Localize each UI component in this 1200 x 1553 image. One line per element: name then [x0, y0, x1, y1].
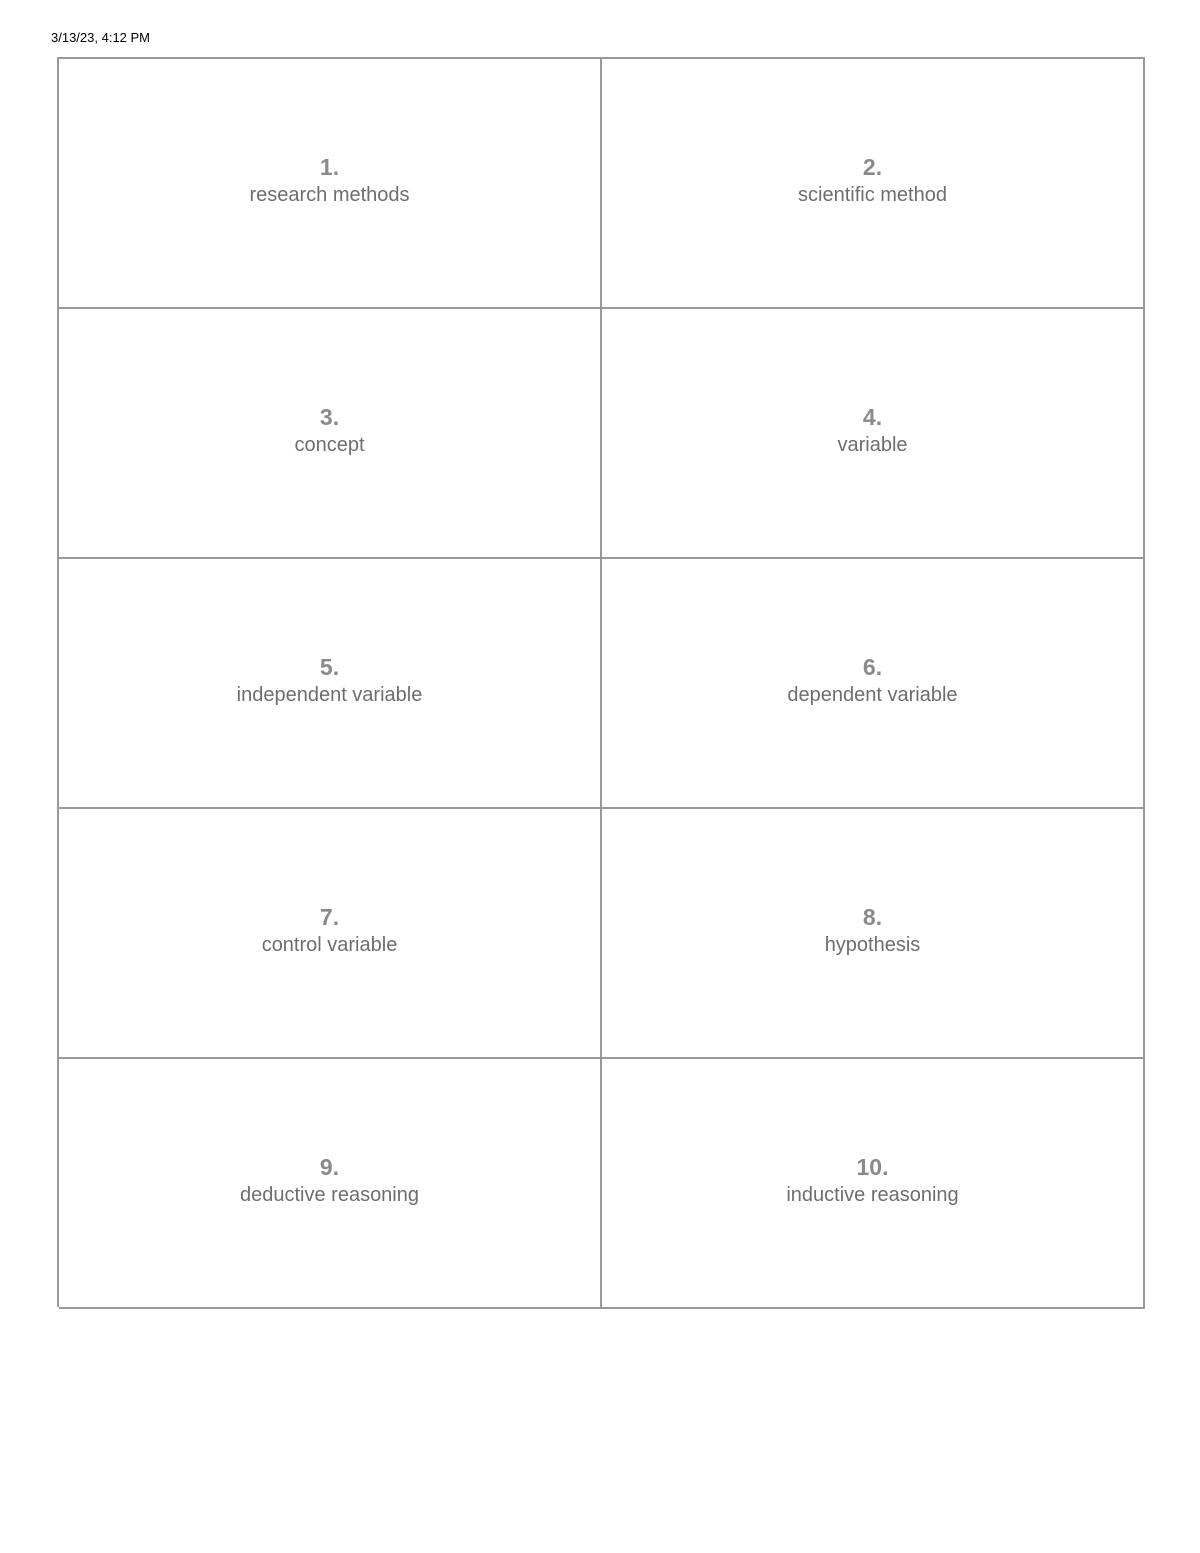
- flashcard: [602, 1059, 1145, 1309]
- flashcard: [602, 309, 1145, 559]
- flashcard: [602, 559, 1145, 809]
- card-number: 10.: [856, 1153, 889, 1180]
- flashcard: [59, 309, 602, 559]
- card-term: control variable: [261, 933, 398, 956]
- card-term: independent variable: [236, 683, 423, 706]
- card-number: 6.: [862, 653, 883, 680]
- card-term: hypothesis: [824, 933, 921, 956]
- flashcard: [59, 1059, 602, 1309]
- card-term: dependent variable: [787, 683, 958, 706]
- card-term: deductive reasoning: [239, 1183, 419, 1206]
- card-term: variable: [837, 433, 908, 456]
- card-term: research methods: [249, 183, 410, 206]
- card-number: 4.: [862, 403, 883, 430]
- flashcard: [59, 59, 602, 309]
- flashcard-grid: [57, 57, 1145, 1307]
- flashcard: [602, 59, 1145, 309]
- card-number: 7.: [319, 903, 340, 930]
- print-timestamp: 3/13/23, 4:12 PM: [51, 30, 151, 45]
- card-number: 8.: [862, 903, 883, 930]
- card-term: inductive reasoning: [786, 1183, 959, 1206]
- card-number: 5.: [319, 653, 340, 680]
- flashcard: [59, 809, 602, 1059]
- card-number: 9.: [319, 1153, 340, 1180]
- card-term: scientific method: [798, 183, 947, 206]
- card-number: 1.: [319, 153, 340, 180]
- card-number: 3.: [319, 403, 340, 430]
- card-number: 2.: [862, 153, 883, 180]
- card-term: concept: [294, 433, 365, 456]
- flashcard: [59, 559, 602, 809]
- flashcard: [602, 809, 1145, 1059]
